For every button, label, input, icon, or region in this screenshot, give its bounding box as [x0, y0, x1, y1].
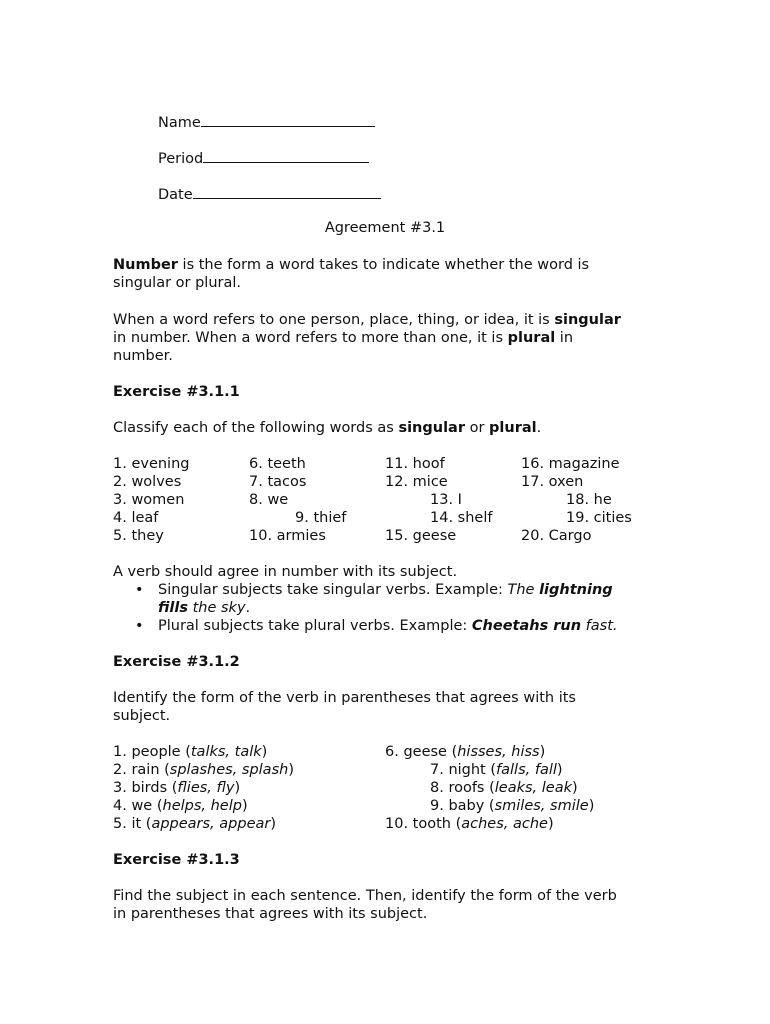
- exercise-3-heading: Exercise #3.1.3: [113, 852, 240, 868]
- word-list-item: 20. Cargo: [521, 528, 592, 544]
- word-list-item: 7. tacos: [249, 474, 307, 490]
- word-list-item: 18. he: [566, 492, 612, 508]
- rule-bullet-plural: Plural subjects take plural verbs. Example: Cheetahs run fast.: [158, 618, 618, 634]
- name-label: Name: [158, 115, 201, 131]
- word-list-item: 10. armies: [249, 528, 326, 544]
- word-list-item: 11. hoof: [385, 456, 445, 472]
- intro-paragraph-singular-plural: When a word refers to one person, place, thing, or idea, it is singular in number. When a word refers to more than one, it is plural in number.: [113, 312, 621, 364]
- date-label: Date: [158, 187, 193, 203]
- word-list-item: 15. geese: [385, 528, 457, 544]
- verb-item: 4. we (helps, help): [113, 798, 248, 814]
- exercise-2-heading: Exercise #3.1.2: [113, 654, 240, 670]
- name-field[interactable]: [158, 112, 375, 132]
- period-blank-line[interactable]: [203, 148, 369, 163]
- word-list-item: 4. leaf: [113, 510, 159, 526]
- exercise-1-instructions: Classify each of the following words as singular or plural.: [113, 420, 542, 436]
- word-list-item: 6. teeth: [249, 456, 306, 472]
- word-list-item: 16. magazine: [521, 456, 620, 472]
- verb-item: 2. rain (splashes, splash): [113, 762, 294, 778]
- verb-item: 6. geese (hisses, hiss): [385, 744, 546, 760]
- bullet-icon: •: [135, 618, 144, 634]
- word-list-item: 3. women: [113, 492, 185, 508]
- date-field[interactable]: [158, 184, 381, 204]
- verb-item: 5. it (appears, appear): [113, 816, 277, 832]
- word-list-item: 9. thief: [295, 510, 347, 526]
- exercise-2-instructions: Identify the form of the verb in parentheses that agrees with its subject.: [113, 690, 576, 724]
- word-list-item: 13. I: [430, 492, 462, 508]
- word-list-item: 1. evening: [113, 456, 190, 472]
- term-plural: plural: [507, 330, 556, 346]
- word-list-item: 2. wolves: [113, 474, 182, 490]
- bullet-icon: •: [135, 582, 144, 598]
- name-blank-line[interactable]: [201, 112, 375, 127]
- word-list-item: 12. mice: [385, 474, 448, 490]
- verb-item: 9. baby (smiles, smile): [430, 798, 595, 814]
- verb-item: 7. night (falls, fall): [430, 762, 563, 778]
- agreement-rule: A verb should agree in number with its subject.: [113, 564, 458, 580]
- period-label: Period: [158, 151, 204, 167]
- exercise-3-instructions: Find the subject in each sentence. Then, identify the form of the verb in parentheses that agrees with its subject.: [113, 888, 617, 922]
- date-blank-line[interactable]: [193, 184, 381, 199]
- word-list-item: 5. they: [113, 528, 164, 544]
- verb-item: 1. people (talks, talk): [113, 744, 268, 760]
- word-list-item: 8. we: [249, 492, 289, 508]
- rule-bullet-singular: Singular subjects take singular verbs. Example: The lightning fills the sky.: [158, 582, 613, 616]
- period-field[interactable]: [158, 148, 369, 168]
- exercise-1-heading: Exercise #3.1.1: [113, 384, 240, 400]
- verb-item: 8. roofs (leaks, leak): [430, 780, 578, 796]
- word-list-item: 19. cities: [566, 510, 632, 526]
- word-list-item: 17. oxen: [521, 474, 584, 490]
- word-list-item: 14. shelf: [430, 510, 493, 526]
- term-singular: singular: [554, 312, 621, 328]
- verb-item: 10. tooth (aches, ache): [385, 816, 554, 832]
- verb-item: 3. birds (flies, fly): [113, 780, 241, 796]
- term-number: Number: [113, 257, 178, 273]
- intro-paragraph-number: Number is the form a word takes to indicate whether the word is singular or plural.: [113, 257, 590, 291]
- page-title: Agreement #3.1: [324, 220, 446, 236]
